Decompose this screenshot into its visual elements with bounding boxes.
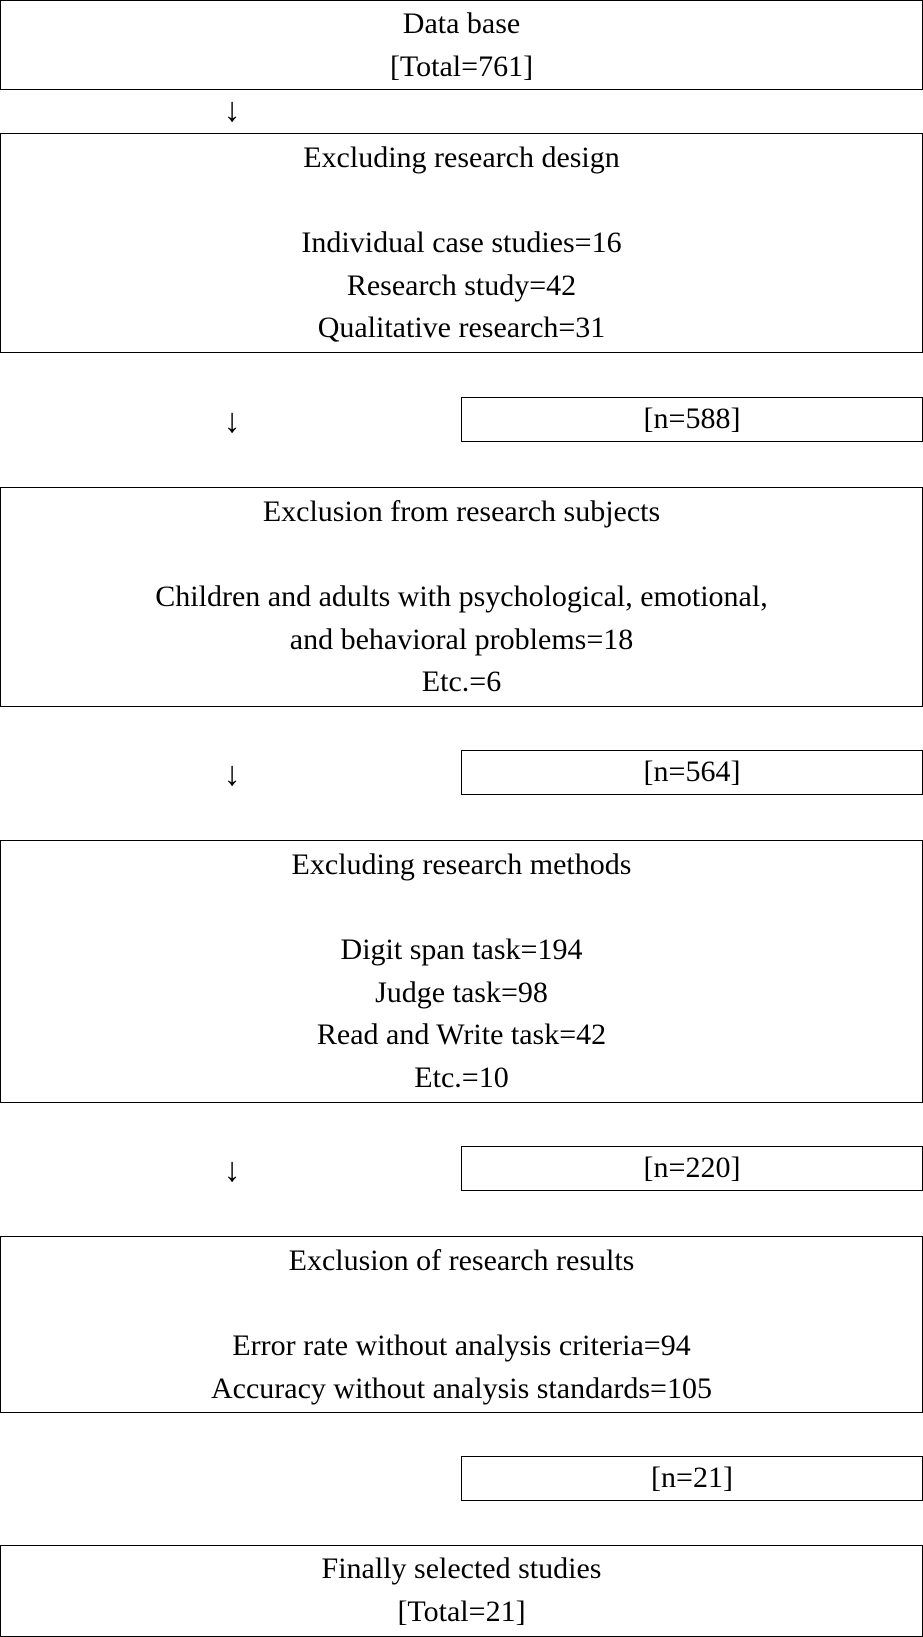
methods-exclusion-box <box>0 840 923 1103</box>
subjects-item: Etc.=6 <box>421 665 502 698</box>
remaining-count-564: [n=564] <box>461 750 923 795</box>
subjects-item: and behavioral problems=18 <box>289 622 634 656</box>
down-arrow-2: ↓ <box>223 403 241 440</box>
methods-item: Etc.=10 <box>414 1060 509 1094</box>
remaining-count-21: [n=21] <box>461 1456 923 1501</box>
remaining-count-588: [n=588] <box>461 397 923 442</box>
design-exclusion-box <box>0 133 923 353</box>
database-box <box>0 0 923 90</box>
design-item: Qualitative research=31 <box>317 311 606 344</box>
down-arrow-1: ↓ <box>223 92 241 129</box>
methods-item: Judge task=98 <box>375 975 548 1009</box>
methods-item: Read and Write task=42 <box>316 1018 607 1051</box>
design-exclusion-title: Excluding research design <box>303 141 620 174</box>
methods-exclusion-title: Excluding research methods <box>291 848 632 881</box>
database-title: Data base <box>402 7 521 40</box>
final-selection-box <box>0 1545 923 1637</box>
down-arrow-4: ↓ <box>223 1152 241 1189</box>
remaining-count-220: [n=220] <box>461 1146 923 1191</box>
final-selection-total: [Total=21] <box>397 1594 526 1628</box>
down-arrow-3: ↓ <box>223 756 241 793</box>
final-selection-title: Finally selected studies <box>321 1552 602 1585</box>
design-item: Individual case studies=16 <box>301 226 622 259</box>
subjects-exclusion-box <box>0 487 923 707</box>
results-item: Accuracy without analysis standards=105 <box>211 1371 712 1405</box>
database-total: [Total=761] <box>389 49 534 83</box>
design-item: Research study=42 <box>346 268 577 302</box>
results-exclusion-title: Exclusion of research results <box>288 1244 635 1277</box>
subjects-item: Children and adults with psychological, emotional, <box>155 580 768 613</box>
subjects-exclusion-title: Exclusion from research subjects <box>262 495 661 528</box>
results-exclusion-box <box>0 1236 923 1413</box>
results-item: Error rate without analysis criteria=94 <box>232 1329 691 1362</box>
methods-item: Digit span task=194 <box>340 933 583 966</box>
